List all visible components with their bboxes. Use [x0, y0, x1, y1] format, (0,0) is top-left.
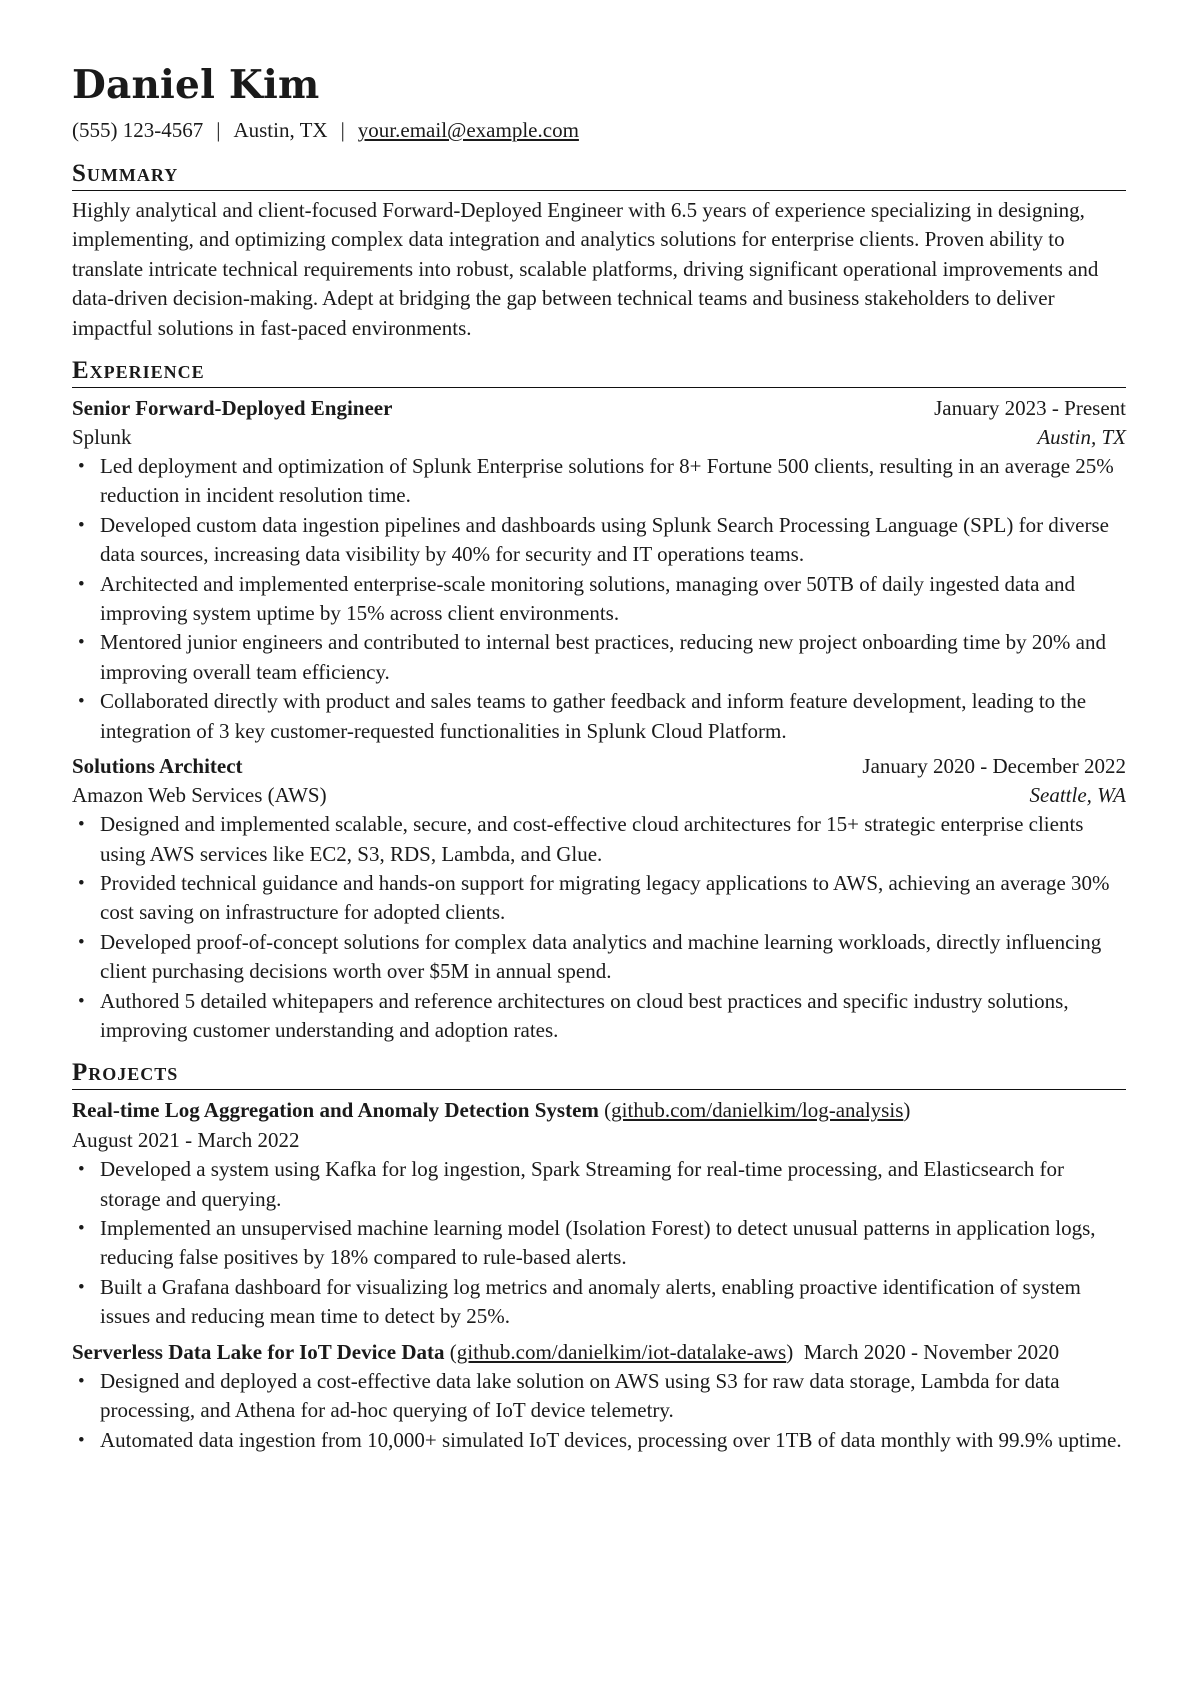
experience-section-title: Experience	[72, 355, 1126, 388]
list-item: • Designed and implemented scalable, secure, and cost-effective cloud architectures for 15+ strategic enterprise clients using AWS services like EC2, S3, RDS, Lambda, and Glue.	[72, 810, 1126, 869]
list-item: • Mentored junior engineers and contributed to internal best practices, reducing new project onboarding time by 20% and improving overall team efficiency.	[72, 628, 1126, 687]
job-entry	[72, 394, 1126, 746]
project-title: Serverless Data Lake for IoT Device Data	[72, 1339, 445, 1364]
list-item: • Designed and deployed a cost-effective data lake solution on AWS using S3 for raw data storage, Lambda for data processing, and Athena for ad-hoc querying of IoT device telemetry.	[72, 1367, 1126, 1426]
job-bullet-list	[72, 452, 1126, 746]
job-company: Splunk	[72, 425, 132, 450]
resume-page	[72, 60, 1126, 1455]
list-item: • Architected and implemented enterprise-scale monitoring solutions, managing over 50TB of daily ingested data and improving system uptime by 15% across client environments.	[72, 570, 1126, 629]
job-bullet-list	[72, 810, 1126, 1045]
summary-section-title: Summary	[72, 158, 1126, 191]
project-dates: August 2021 - March 2022	[72, 1127, 300, 1152]
list-item: • Provided technical guidance and hands-on support for migrating legacy applications to AWS, achieving an average 30% cost saving on infrastructure for adopted clients.	[72, 869, 1126, 928]
job-entry	[72, 752, 1126, 1045]
project-title: Real-time Log Aggregation and Anomaly Detection System	[72, 1098, 599, 1123]
contact-separator: |	[216, 118, 221, 142]
list-item: • Built a Grafana dashboard for visualizing log metrics and anomaly alerts, enabling proactive identification of system issues and reducing mean time to detect by 25%.	[72, 1273, 1126, 1332]
list-item: • Led deployment and optimization of Splunk Enterprise solutions for 8+ Fortune 500 clients, resulting in an average 25% reduction in incident resolution time.	[72, 452, 1126, 511]
project-entry: Serverless Data Lake for IoT Device Data (github.com/danielkim/iot-datalake-aws) March 2020 - November 2020 • Designed and deployed a cost-effective data lake solution on AWS using S3 for raw data storage, Lambda for data processing, and Athena for ad-hoc querying of IoT device telemetry. • Automated data ingestion from 10,000+ simulated IoT devices, processing over 1TB of data monthly with 99.9% uptime.	[72, 1338, 1126, 1456]
list-item: • Collaborated directly with product and sales teams to gather feedback and inform feature development, leading to the integration of 3 key customer-requested functionalities in Splunk Cloud Platform.	[72, 687, 1126, 746]
project-bullet-list	[72, 1155, 1126, 1331]
location-text: Austin, TX	[233, 118, 328, 142]
list-item: • Developed proof-of-concept solutions for complex data analytics and machine learning workloads, directly influencing client purchasing decisions worth over $5M in annual spend.	[72, 928, 1126, 987]
candidate-name: Daniel Kim	[72, 62, 320, 108]
job-dates: January 2020 - December 2022	[862, 754, 1126, 779]
list-item: • Automated data ingestion from 10,000+ simulated IoT devices, processing over 1TB of data monthly with 99.9% uptime.	[72, 1426, 1126, 1455]
project-dates: March 2020 - November 2020	[803, 1339, 1060, 1364]
contact-separator: |	[340, 118, 345, 142]
job-company: Amazon Web Services (AWS)	[72, 783, 327, 808]
contact-line	[72, 116, 1126, 144]
list-item: • Implemented an unsupervised machine learning model (Isolation Forest) to detect unusual patterns in application logs, reducing false positives by 18% compared to rule-based alerts.	[72, 1214, 1126, 1273]
phone-number: (555) 123-4567	[72, 118, 204, 142]
job-role: Solutions Architect	[72, 754, 243, 779]
projects-section-title: Projects	[72, 1057, 1126, 1090]
email-link[interactable]: your.email@example.com	[357, 118, 579, 142]
list-item: • Developed custom data ingestion pipelines and dashboards using Splunk Search Processing Language (SPL) for diverse data sources, increasing data visibility by 40% for security and IT operations teams.	[72, 511, 1126, 570]
project-bullet-list	[72, 1367, 1126, 1455]
list-item: • Authored 5 detailed whitepapers and reference architectures on cloud best practices and specific industry solutions, improving customer understanding and adoption rates.	[72, 987, 1126, 1046]
job-dates: January 2023 - Present	[934, 396, 1126, 421]
project-link[interactable]: github.com/danielkim/iot-datalake-aws	[456, 1339, 787, 1364]
project-entry: Real-time Log Aggregation and Anomaly Detection System (github.com/danielkim/log-analysis) August 2021 - March 2022 • Developed a system using Kafka for log ingestion, Spark Streaming for real-time processing, and Elasticsearch for storage and querying. • Implemented an unsupervised machine learning model (Isolation Forest) to detect unusual patterns in application logs, reducing false positives by 18% compared to rule-based alerts. • Built a Grafana dashboard for visualizing log metrics and anomaly alerts, enabling proactive identification of system issues and reducing mean time to detect by 25%.	[72, 1096, 1126, 1331]
list-item: • Developed a system using Kafka for log ingestion, Spark Streaming for real-time processing, and Elasticsearch for storage and querying.	[72, 1155, 1126, 1214]
project-link[interactable]: github.com/danielkim/log-analysis	[611, 1098, 904, 1123]
job-location: Seattle, WA	[1029, 783, 1126, 808]
job-location: Austin, TX	[1037, 425, 1126, 450]
job-role: Senior Forward-Deployed Engineer	[72, 396, 393, 421]
summary-text: Highly analytical and client-focused Forward-Deployed Engineer with 6.5 years of experience specializing in designing, implementing, and optimizing complex data integration and analytics solutions for enterprise clients. Proven ability to translate intricate technical requirements into robust, scalable platforms, driving significant operational improvements and data-driven decision-making. Adept at bridging the gap between technical teams and business stakeholders to deliver impactful solutions in fast-paced environments.	[72, 198, 1099, 340]
